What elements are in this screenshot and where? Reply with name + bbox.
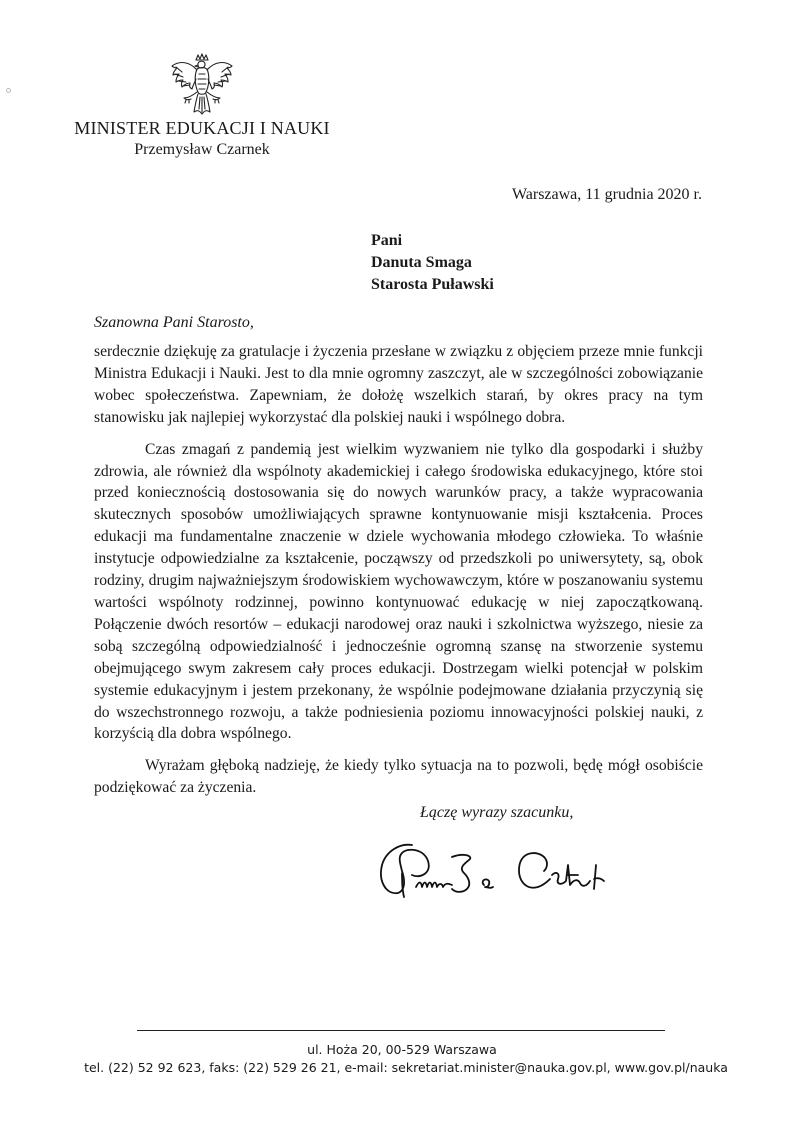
recipient-line-1: Pani: [371, 232, 403, 249]
polish-eagle-emblem-icon: [168, 52, 236, 122]
footer-address: ul. Hoża 20, 00-529 Warszawa: [307, 1042, 497, 1057]
recipient-name: Danuta Smaga: [371, 254, 472, 271]
handwritten-signature-icon: [372, 835, 627, 915]
letter-date: Warszawa, 11 grudnia 2020 r.: [511, 186, 702, 203]
footer-divider: [137, 1030, 665, 1031]
scan-speck: [6, 88, 11, 93]
body-paragraph-2: Czas zmagań z pandemią jest wielkim wyzwaniem nie tylko dla gospodarki i służby zdrowia, ale również dla wspólnoty akademickiej i całego środowiska edukacyjnego, które stoi przed koniecznością dostosowania się do nowych warunków pracy, a także wypracowania skutecznych sposobów umożliwiających sprawne kontynuowanie misji kształcenia. Proces edukacji ma fundamentalne znaczenie w dziele wychowania młodego człowieka. To właśnie instytucje odpowiedzialne za kształcenie, począwszy od przedszkoli po uniwersytety, są, obok rodziny, drugim najważniejszym środowiskiem wychowawczym, które w poszanowaniu systemu wartości wspólnoty rodzinnej, powinno kontynuować edukację w niej zapoczątkowaną. Połączenie dwóch resortów – edukacji narodowej oraz nauki i szkolnictwa wyższego, niesie za sobą szczególną odpowiedzialność i jednocześnie ogromną szansę na stworzenie systemu obejmującego swym zakresem cały proces edukacji. Dostrzegam wielki potencjał w polskim systemie edukacyjnym i jestem przekonany, że wspólnie podejmowane działania przyczynią się do wszechstronnego rozwoju, a także podniesienia poziomu innowacyjności polskiej nauki, z korzyścią dla dobra wspólnego.: [94, 440, 703, 743]
body-paragraph-1: serdecznie dziękuję za gratulacje i życzenia przesłane w związku z objęciem przeze mnie funkcji Ministra Edukacji i Nauki. Jest to dla mnie ogromny zaszczyt, ale w szczególności zobowiązanie wobec społeczeństwa. Zapewniam, że dołożę wszelkich starań, by okres pracy na tym stanowisku jak najlepiej wykorzystać dla polskiej nauki i wspólnego dobra.: [94, 343, 703, 426]
recipient-block: [371, 230, 494, 296]
body-paragraph-3: Wyrażam głęboką nadzieję, że kiedy tylko sytuacja na to pozwoli, będę mógł osobiście podziękować za życzenia.: [94, 757, 703, 797]
recipient-title: Starosta Puławski: [371, 276, 494, 293]
letter-body: [94, 341, 703, 809]
footer-contact: tel. (22) 52 92 623, faks: (22) 529 26 21, e-mail: sekretariat.minister@nauka.gov.pl, www.gov.pl/nauka: [84, 1060, 728, 1075]
ministry-title: MINISTER EDUKACJI I NAUKI: [74, 118, 330, 138]
salutation: Szanowna Pani Starosto,: [94, 314, 254, 331]
closing-phrase: Łączę wyrazy szacunku,: [420, 804, 574, 821]
minister-name: Przemysław Czarnek: [134, 141, 270, 158]
